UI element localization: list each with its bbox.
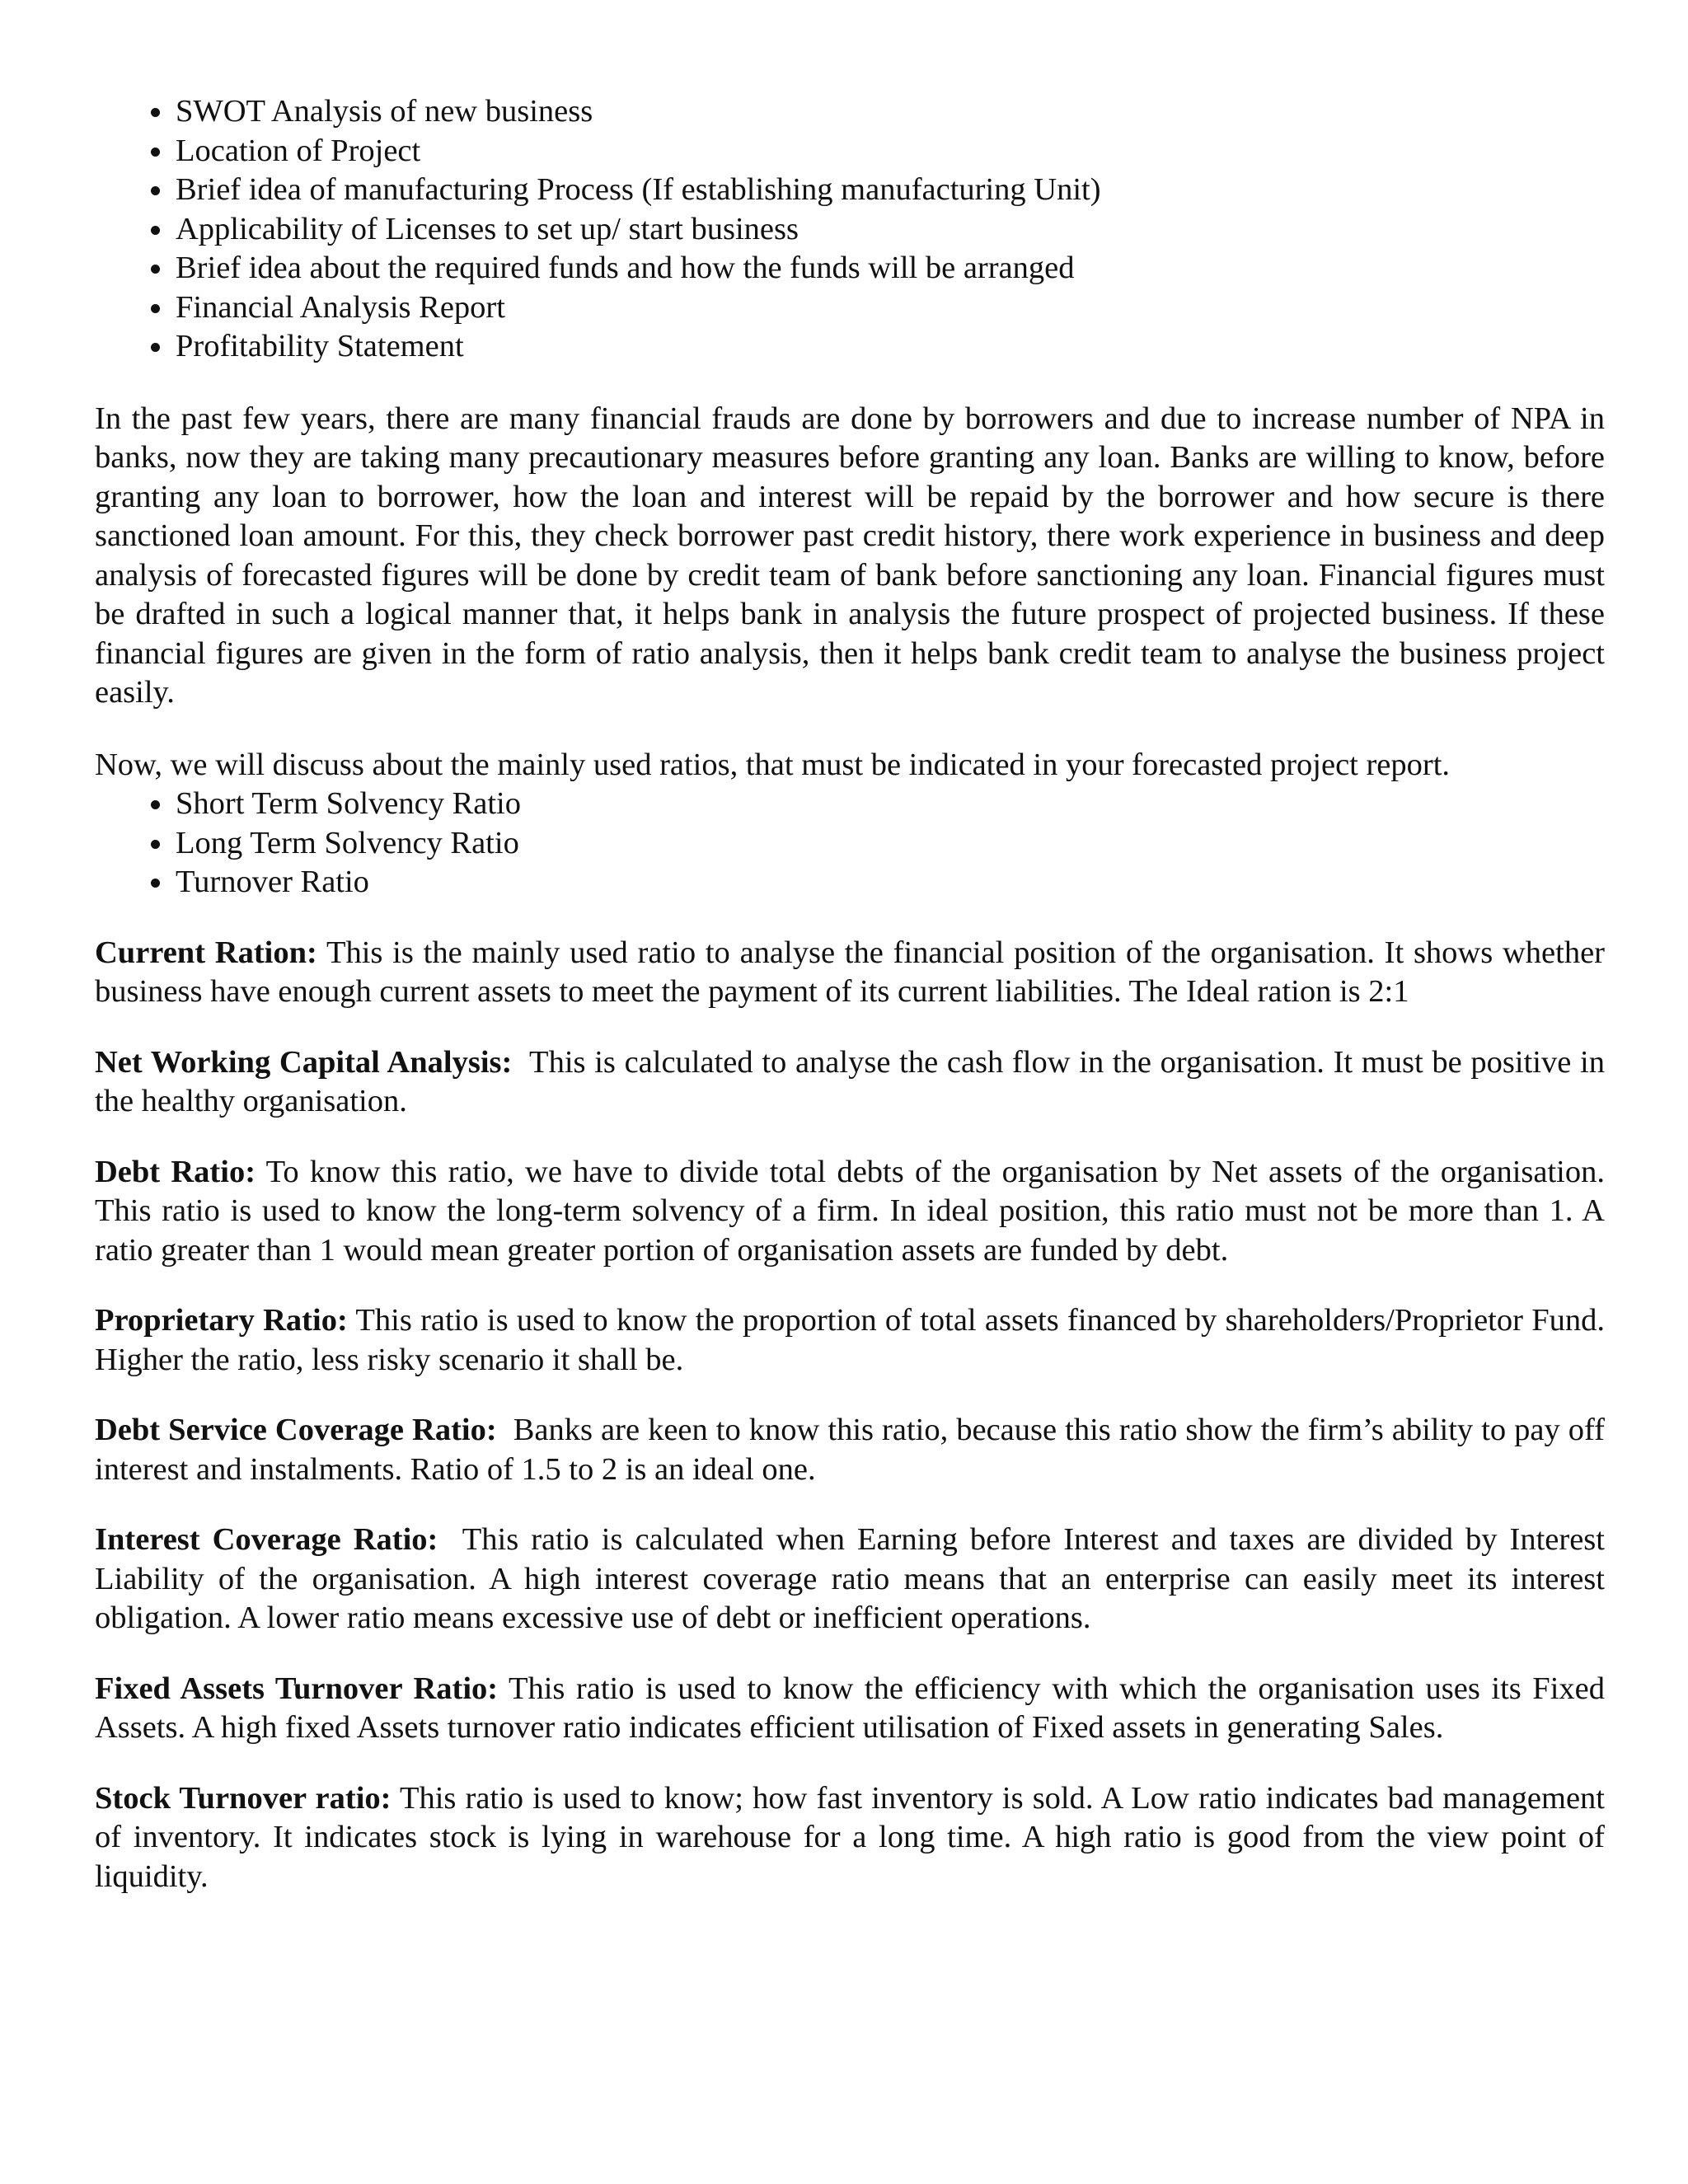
list-item [95,863,1605,902]
list-item [95,327,1605,367]
list-item-text: Financial Analysis Report [176,289,505,325]
definition-text: This ratio is calculated when Earning before Interest and taxes are divided by Interest Liability of the organisation. A high interest coverage ratio means that an enterprise can easily meet its interest obligation. A lower ratio means excessive use of debt or inefficient operations. [95,1522,1605,1635]
list-item-text: Short Term Solvency Ratio [176,786,521,821]
ratios-intro-paragraph: Now, we will discuss about the mainly used ratios, that must be indicated in your forecasted project report. [95,747,1451,782]
bullet-icon [151,343,160,352]
definition-text: This ratio is used to know the proportion of total assets financed by shareholders/Proprietor Fund. Higher the ratio, less risky scenario it shall be. [95,1303,1605,1377]
definition-term: Net Working Capital Analysis: [95,1044,513,1080]
definition-term: Fixed Assets Turnover Ratio: [95,1671,499,1706]
list-item-text: Applicability of Licenses to set up/ start business [176,211,799,246]
list-item [95,785,1605,824]
bullet-icon [151,186,160,195]
definition-text: Banks are keen to know this ratio, because this ratio show the firm’s ability to pay off interest and instalments. Ratio of 1.5 to 2 is an ideal one. [95,1413,1605,1487]
list-item [95,92,1605,132]
bullet-icon [151,265,160,274]
definition-term: Proprietary Ratio: [95,1303,348,1338]
ratio-types-list [95,785,1605,902]
intro-paragraph: In the past few years, there are many financial frauds are done by borrowers and due to increase number of NPA in banks, now they are taking many precautionary measures before granting any loan. Banks are willing to know, before granting any loan to borrower, how the loan and interest will be repaid by the borrower and how secure is there sanctioned loan amount. For this, they check borrower past credit history, there work experience in business and deep analysis of forecasted figures will be done by credit team of bank before sanctioning any loan. Financial figures must be drafted in such a logical manner that, it helps bank in analysis the future prospect of projected business. If these financial figures are given in the form of ratio analysis, then it helps bank credit team to analyse the business project easily. [95,401,1605,710]
definition-text: This ratio is used to know; how fast inventory is sold. A Low ratio indicates bad management of inventory. It indicates stock is lying in warehouse for a long time. A high ratio is good from the view point of liquidity. [95,1780,1605,1894]
list-item-text: Turnover Ratio [176,865,369,899]
document-page [95,92,1605,1896]
definition-net-working-capital [95,1043,1605,1122]
definition-fixed-assets-turnover [95,1670,1605,1748]
list-item [95,288,1605,328]
definition-proprietary-ratio [95,1301,1605,1380]
definition-term: Current Ration: [95,935,317,970]
definition-term: Debt Ratio: [95,1154,256,1189]
bullet-icon [151,108,160,117]
bullet-icon [151,840,160,849]
definition-current-ratio [95,934,1605,1012]
report-contents-list [95,92,1605,367]
bullet-icon [151,148,160,157]
list-item [95,824,1605,864]
definition-debt-service-coverage [95,1411,1605,1489]
list-item-text: Profitability Statement [176,329,464,363]
list-item [95,132,1605,171]
definition-term: Interest Coverage Ratio: [95,1522,438,1557]
bullet-icon [151,226,160,235]
definition-term: Debt Service Coverage Ratio: [95,1413,497,1447]
bullet-icon [151,800,160,809]
definition-text: This ratio is used to know the efficiency with which the organisation uses its Fixed Assets. A high fixed Assets turnover ratio indicates efficient utilisation of Fixed assets in generating Sales. [95,1671,1605,1745]
list-item-text: SWOT Analysis of new business [176,94,593,129]
definition-text: This is calculated to analyse the cash flow in the organisation. It must be positive in the healthy organisation. [95,1044,1605,1118]
definition-term: Stock Turnover ratio: [95,1780,392,1816]
list-item-text: Brief idea of manufacturing Process (If establishing manufacturing Unit) [176,172,1101,207]
bullet-icon [151,879,160,888]
definition-stock-turnover [95,1779,1605,1897]
definition-text: This is the mainly used ratio to analyse the financial position of the organisation. It shows whether business have enough current assets to meet the payment of its current liabilities. The Ideal ration is 2:1 [95,935,1605,1009]
list-item-text: Long Term Solvency Ratio [176,825,519,860]
definition-text: To know this ratio, we have to divide total debts of the organisation by Net assets of the organisation. This ratio is used to know the long-term solvency of a firm. In ideal position, this ratio must not be more than 1. A ratio greater than 1 would mean greater portion of organisation assets are funded by debt. [95,1154,1605,1268]
definition-debt-ratio [95,1153,1605,1271]
list-item [95,210,1605,250]
bullet-icon [151,304,160,313]
list-item [95,249,1605,288]
definition-interest-coverage [95,1521,1605,1638]
list-item-text: Brief idea about the required funds and how the funds will be arranged [176,251,1075,285]
list-item-text: Location of Project [176,133,421,168]
list-item [95,171,1605,210]
